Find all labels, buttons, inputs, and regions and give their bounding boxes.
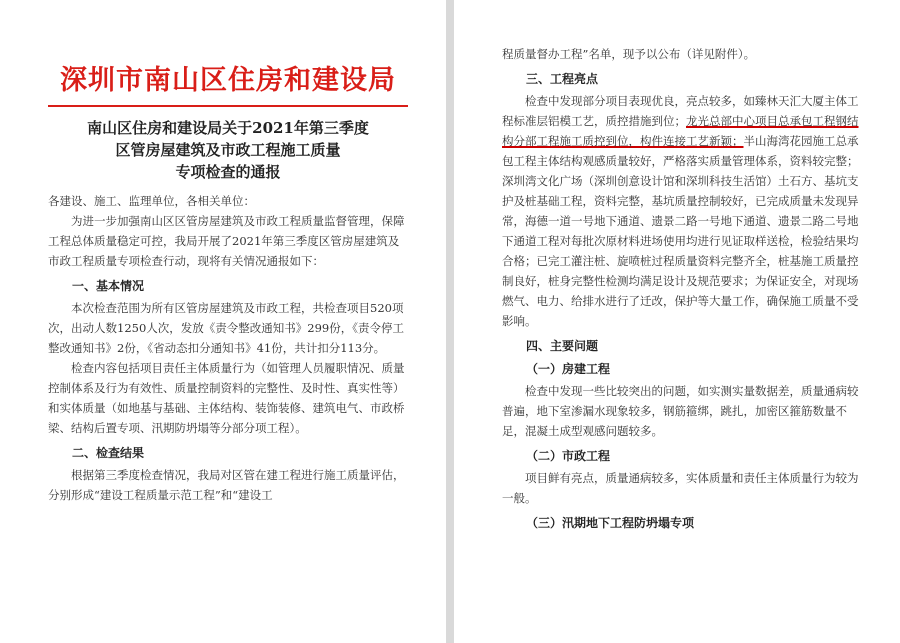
continued-line: 程质量督办工程”名单，现予以公布（详见附件）。 <box>502 47 756 61</box>
highlights-text-b: 半山海湾花园施工总承包工程主体结构观感质量较好，严格落实质量管理体系，资料较完整；深圳湾文化广场（深圳创意设计馆和深圳科技生活馆）土石方、基坑支护及桩基础工程，资料完整，基坑质量控制较好，已完成质量未发现异常，海德一道一号地下通道、遗景二路一号地下通道、遗景二路二号地下通道工程对每批次原材料进场使用均进行见证取样送检，检验结果均合格；已完工灌注桩、旋喷桩过程质量资料完整齐全，桩基施工质量控制良好，桩身完整性检测均满足设计及规范要求；为保证安全，对现场燃气、电力、给排水进行了迁改，保护等大量工作，确保施工质量不受影响。 <box>502 134 859 328</box>
building-issues-paragraph: 检查中发现一些比较突出的问题，如实测实量数据差，质量通病较普遍，地下室渗漏水现象较多，钢筋箍绑，跳扎，加密区箍筋数量不足，混凝土成型观感问题较多。 <box>502 384 859 438</box>
red-divider <box>48 105 408 107</box>
left-page <box>0 0 446 643</box>
title-line-1: 南山区住房和建设局关于2021年第三季度 <box>87 119 369 137</box>
section-heading-3: 三、工程亮点 <box>526 72 599 86</box>
intro-paragraph: 为进一步加强南山区区管房屋建筑及市政工程质量监督管理，保障工程总体质量稳定可控，我局开展了2021年第三季度区管房屋建筑及市政工程质量专项检查行动，现将有关情况通报如下： <box>48 214 405 268</box>
document-header: 深圳市南山区住房和建设局 <box>60 65 396 96</box>
results-paragraph: 根据第三季度检查情况，我局对区管在建工程进行施工质量评估，分别形成“建设工程质量示范工程”和“建设工 <box>48 468 405 502</box>
title-line-2: 区管房屋建筑及市政工程施工质量 <box>115 141 341 159</box>
municipal-issues-paragraph: 项目鲜有亮点，质量通病较多，实体质量和责任主体质量行为较为一般。 <box>502 471 859 505</box>
salutation: 各建设、施工、监理单位，各相关单位： <box>48 194 255 208</box>
section-heading-2: 二、检查结果 <box>72 446 145 460</box>
section-heading-1: 一、基本情况 <box>72 279 145 293</box>
highlights-text-a: 检查中发现部分项目表现优良，亮点较多，如臻林天汇大厦主体工程标准层铝模工艺，质控措施到位； <box>502 94 859 128</box>
section-heading-4: 四、主要问题 <box>526 339 599 353</box>
subheading-flood-collapse: （三）汛期地下工程防坍塌专项 <box>526 516 695 530</box>
highlight-underlined-text: 龙光总部中心项目总承包工程钢结构分部工程施工质控到位，构件连接工艺新颖； <box>502 114 859 148</box>
subheading-building: （一）房建工程 <box>526 362 611 376</box>
inspection-scope-paragraph: 检查内容包括项目责任主体质量行为（如管理人员履职情况、质量控制体系及行为有效性、质量控制资料的完整性、及时性、真实性等）和实体质量（如地基与基础、主体结构、装饰装修、建筑电气、市政桥梁、结构后置专项、汛期防坍塌等分部分项工程）。 <box>48 361 405 435</box>
right-page <box>454 0 900 643</box>
subheading-municipal: （二）市政工程 <box>526 449 611 463</box>
highlights-paragraph <box>502 91 862 331</box>
basic-info-paragraph: 本次检查范围为所有区管房屋建筑及市政工程，共检查项目520项次，出动人数1250人次，发放《责令整改通知书》299份，《责令停工整改通知书》2份，《省动态扣分通知书》41份，共计扣分113分。 <box>48 301 404 355</box>
title-line-3: 专项检查的通报 <box>175 163 281 181</box>
